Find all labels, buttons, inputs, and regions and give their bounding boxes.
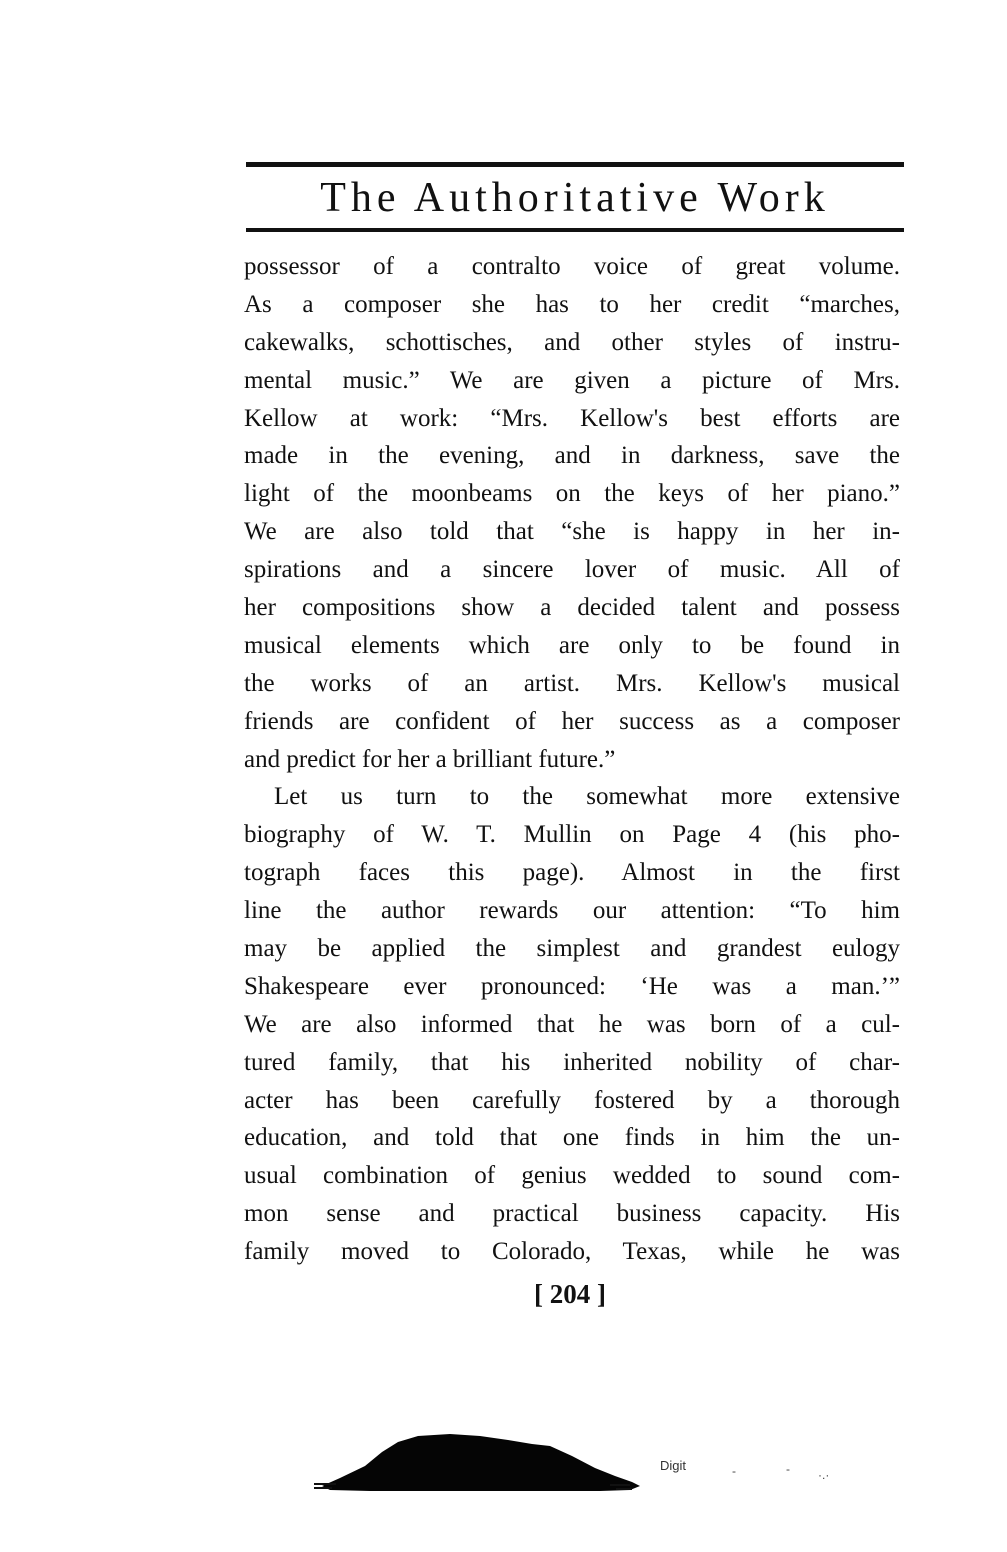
- running-head: The Authoritative Work: [320, 175, 830, 221]
- text-line: We are also informed that he was born of a cul-: [244, 1010, 900, 1038]
- scan-speck: -: [732, 1464, 736, 1478]
- text-line: As a composer she has to her credit “marches,: [244, 290, 900, 318]
- paragraph-1: [244, 248, 900, 778]
- text-line: line the author rewards our attention: “To him: [244, 897, 900, 925]
- text-line: education, and told that one finds in him the un-: [244, 1124, 900, 1152]
- text-line: family moved to Colorado, Texas, while he was: [244, 1238, 900, 1266]
- scan-smudge: [310, 1428, 650, 1498]
- text-line: mental music.” We are given a picture of Mrs.: [244, 366, 900, 394]
- text-line: possessor of a contralto voice of great volume.: [244, 253, 900, 280]
- text-line: biography of W. T. Mullin on Page 4 (his pho-: [244, 821, 900, 849]
- text-line: mon sense and practical business capacity. His: [244, 1200, 900, 1228]
- scan-watermark: Digit: [660, 1458, 687, 1473]
- text-line: her compositions show a decided talent and possess: [244, 594, 900, 622]
- text-line: We are also told that “she is happy in her in-: [244, 518, 900, 546]
- text-line: tured family, that his inherited nobility of char-: [244, 1048, 900, 1076]
- running-head-bottom-rule: [246, 228, 904, 232]
- running-head-top-rule: [246, 162, 904, 167]
- text-line: the works of an artist. Mrs. Kellow's musical: [244, 669, 900, 697]
- text-line: tograph faces this page). Almost in the first: [244, 859, 900, 887]
- text-line: made in the evening, and in darkness, save the: [244, 442, 900, 470]
- text-line: Shakespeare ever pronounced: ‘He was a man.’”: [244, 972, 900, 1000]
- paragraph-2: [244, 778, 900, 1271]
- text-line: Kellow at work: “Mrs. Kellow's best efforts are: [244, 404, 900, 432]
- text-line: and predict for her a brilliant future.”: [244, 745, 616, 773]
- text-line: spirations and a sincere lover of music. All of: [244, 556, 900, 584]
- text-line: friends are confident of her success as a composer: [244, 707, 900, 735]
- text-line: Let us turn to the somewhat more extensive: [274, 783, 900, 811]
- text-line: usual combination of genius wedded to sound com-: [244, 1162, 900, 1190]
- scan-speck: ·.·: [818, 1468, 830, 1482]
- scan-speck: -: [786, 1462, 790, 1476]
- text-line: light of the moonbeams on the keys of her piano.”: [244, 480, 900, 508]
- text-line: may be applied the simplest and grandest eulogy: [244, 935, 900, 963]
- body-text: [244, 248, 900, 1271]
- text-line: cakewalks, schottisches, and other styles of instru-: [244, 328, 900, 356]
- text-line: musical elements which are only to be found in: [244, 631, 900, 659]
- page-number: [ 204 ]: [534, 1279, 606, 1309]
- text-line: acter has been carefully fostered by a thorough: [244, 1086, 900, 1114]
